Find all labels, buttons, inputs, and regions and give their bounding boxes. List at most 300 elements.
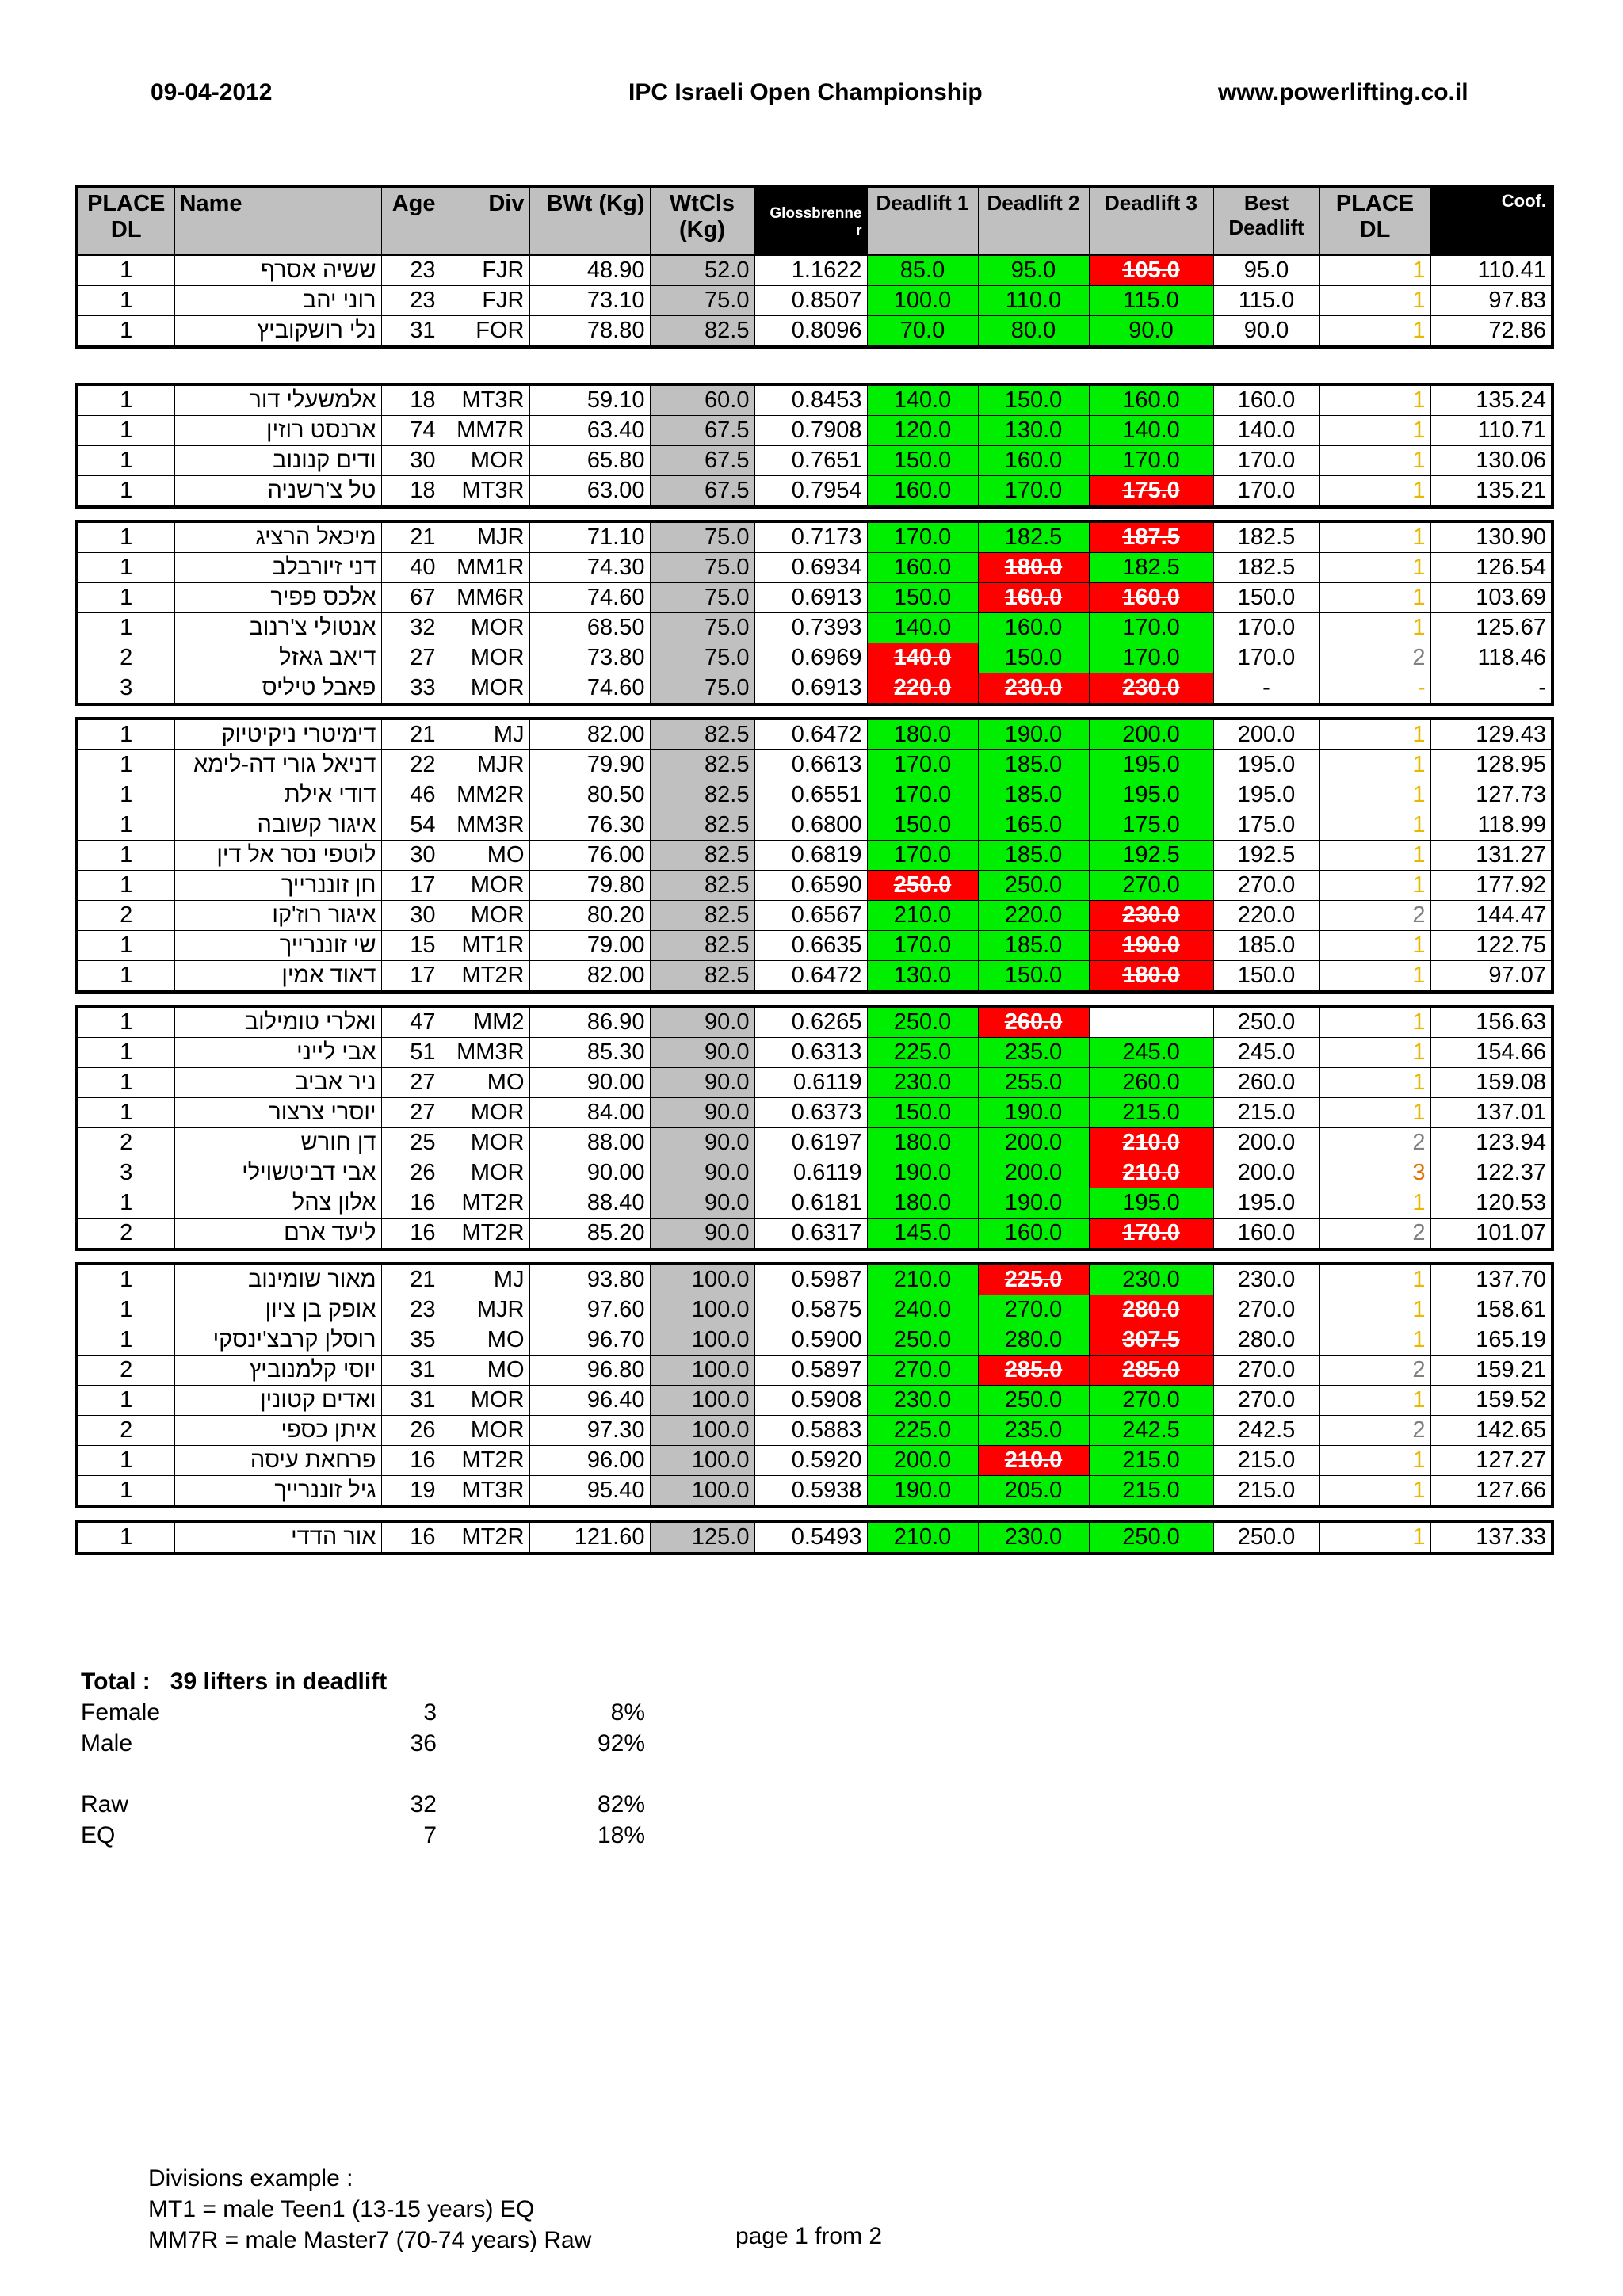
coefficient-cell: 137.01 bbox=[1430, 1098, 1552, 1128]
deadlift-1-cell: 200.0 bbox=[867, 1446, 978, 1476]
best-deadlift-cell: 270.0 bbox=[1213, 871, 1319, 901]
place-cell: 1 bbox=[77, 1295, 174, 1325]
name-cell: פרחאת עיסה bbox=[174, 1446, 381, 1476]
weight-class-cell: 100.0 bbox=[650, 1356, 754, 1386]
weight-class-cell: 90.0 bbox=[650, 1188, 754, 1219]
deadlift-2-cell: 250.0 bbox=[978, 871, 1089, 901]
glossbrenner-cell: 0.8453 bbox=[754, 384, 867, 416]
age-cell: 17 bbox=[381, 871, 441, 901]
deadlift-1-cell: 180.0 bbox=[867, 1128, 978, 1158]
weight-class-cell: 67.5 bbox=[650, 446, 754, 476]
deadlift-2-cell: 190.0 bbox=[978, 1098, 1089, 1128]
deadlift-2-cell: 230.0 bbox=[978, 1521, 1089, 1554]
deadlift-2-cell: 260.0 bbox=[978, 1006, 1089, 1038]
deadlift-1-cell: 140.0 bbox=[867, 613, 978, 643]
best-deadlift-cell: 170.0 bbox=[1213, 446, 1319, 476]
coefficient-cell: 127.27 bbox=[1430, 1446, 1552, 1476]
place-dl-cell: 2 bbox=[1319, 901, 1430, 931]
deadlift-1-cell: 250.0 bbox=[867, 871, 978, 901]
page-number: page 1 from 2 bbox=[735, 2223, 883, 2249]
age-cell: 27 bbox=[381, 1098, 441, 1128]
lifter-row bbox=[77, 1128, 1552, 1158]
place-cell: 1 bbox=[77, 476, 174, 508]
summary-count: 3 bbox=[423, 1699, 437, 1726]
div-cell: MT2R bbox=[441, 1188, 529, 1219]
lifter-row bbox=[77, 476, 1552, 508]
div-cell: MT3R bbox=[441, 476, 529, 508]
summary-count: 32 bbox=[410, 1791, 437, 1817]
best-deadlift-cell: 185.0 bbox=[1213, 931, 1319, 961]
best-deadlift-cell: 170.0 bbox=[1213, 643, 1319, 673]
age-cell: 18 bbox=[381, 476, 441, 508]
place-dl-cell: 1 bbox=[1319, 613, 1430, 643]
deadlift-3-cell: 90.0 bbox=[1089, 316, 1213, 348]
name-cell: ודים קנונוב bbox=[174, 446, 381, 476]
divisions-example-1: MT1 = male Teen1 (13-15 years) EQ bbox=[148, 2196, 535, 2222]
weight-class-cell: 90.0 bbox=[650, 1158, 754, 1188]
place-cell: 2 bbox=[77, 1416, 174, 1446]
lifter-row bbox=[77, 643, 1552, 673]
age-cell: 31 bbox=[381, 1356, 441, 1386]
deadlift-2-cell: 160.0 bbox=[978, 613, 1089, 643]
place-dl-cell: 1 bbox=[1319, 1295, 1430, 1325]
lifter-row bbox=[77, 780, 1552, 810]
name-cell: לוטפי נסר אל דין bbox=[174, 841, 381, 871]
weight-class-cell: 90.0 bbox=[650, 1219, 754, 1250]
lifter-row bbox=[77, 719, 1552, 750]
div-cell: FOR bbox=[441, 316, 529, 348]
deadlift-3-cell: 215.0 bbox=[1089, 1446, 1213, 1476]
place-cell: 1 bbox=[77, 1446, 174, 1476]
age-cell: 23 bbox=[381, 286, 441, 316]
age-cell: 23 bbox=[381, 255, 441, 286]
deadlift-1-cell: 150.0 bbox=[867, 446, 978, 476]
summary-label: Female bbox=[81, 1699, 161, 1726]
deadlift-1-cell: 100.0 bbox=[867, 286, 978, 316]
deadlift-1-cell: 230.0 bbox=[867, 1068, 978, 1098]
summary-count: 36 bbox=[410, 1730, 437, 1756]
place-dl-cell: 1 bbox=[1319, 931, 1430, 961]
name-cell: ניר אביב bbox=[174, 1068, 381, 1098]
div-cell: MJ bbox=[441, 719, 529, 750]
name-cell: ארנסט רוזין bbox=[174, 416, 381, 446]
glossbrenner-cell: 0.6934 bbox=[754, 553, 867, 583]
col-best: Best Deadlift bbox=[1213, 186, 1319, 255]
lifter-row bbox=[77, 961, 1552, 993]
place-dl-cell: - bbox=[1319, 673, 1430, 705]
bodyweight-cell: 86.90 bbox=[529, 1006, 650, 1038]
deadlift-2-cell: 170.0 bbox=[978, 476, 1089, 508]
deadlift-3-cell: 270.0 bbox=[1089, 1386, 1213, 1416]
deadlift-2-cell: 110.0 bbox=[978, 286, 1089, 316]
bodyweight-cell: 85.30 bbox=[529, 1038, 650, 1068]
glossbrenner-cell: 1.1622 bbox=[754, 255, 867, 286]
best-deadlift-cell: 195.0 bbox=[1213, 750, 1319, 780]
div-cell: MOR bbox=[441, 643, 529, 673]
deadlift-2-cell: 235.0 bbox=[978, 1038, 1089, 1068]
weight-class-cell: 75.0 bbox=[650, 583, 754, 613]
deadlift-2-cell: 235.0 bbox=[978, 1416, 1089, 1446]
weight-class-cell: 100.0 bbox=[650, 1416, 754, 1446]
group-spacer bbox=[77, 992, 1552, 1006]
glossbrenner-cell: 0.7393 bbox=[754, 613, 867, 643]
lifter-row bbox=[77, 384, 1552, 416]
glossbrenner-cell: 0.6313 bbox=[754, 1038, 867, 1068]
bodyweight-cell: 85.20 bbox=[529, 1219, 650, 1250]
lifter-row bbox=[77, 416, 1552, 446]
glossbrenner-cell: 0.6635 bbox=[754, 931, 867, 961]
name-cell: דניאל גורי דה-לימא bbox=[174, 750, 381, 780]
deadlift-1-cell: 150.0 bbox=[867, 810, 978, 841]
coefficient-cell: 118.46 bbox=[1430, 643, 1552, 673]
deadlift-3-cell: 215.0 bbox=[1089, 1476, 1213, 1508]
div-cell: MO bbox=[441, 1356, 529, 1386]
age-cell: 16 bbox=[381, 1219, 441, 1250]
col-div: Div bbox=[441, 186, 529, 255]
place-dl-cell: 2 bbox=[1319, 1416, 1430, 1446]
deadlift-3-cell: 195.0 bbox=[1089, 750, 1213, 780]
best-deadlift-cell: 160.0 bbox=[1213, 384, 1319, 416]
name-cell: איתן כספי bbox=[174, 1416, 381, 1446]
weight-class-cell: 100.0 bbox=[650, 1446, 754, 1476]
coefficient-cell: 142.65 bbox=[1430, 1416, 1552, 1446]
deadlift-3-cell: 180.0 bbox=[1089, 961, 1213, 993]
age-cell: 18 bbox=[381, 384, 441, 416]
summary-label: Raw bbox=[81, 1791, 129, 1817]
age-cell: 74 bbox=[381, 416, 441, 446]
best-deadlift-cell: 260.0 bbox=[1213, 1068, 1319, 1098]
deadlift-2-cell: 182.5 bbox=[978, 521, 1089, 553]
bodyweight-cell: 96.00 bbox=[529, 1446, 650, 1476]
best-deadlift-cell: 195.0 bbox=[1213, 780, 1319, 810]
best-deadlift-cell: 270.0 bbox=[1213, 1386, 1319, 1416]
bodyweight-cell: 79.80 bbox=[529, 871, 650, 901]
deadlift-3-cell: 307.5 bbox=[1089, 1325, 1213, 1356]
deadlift-3-cell: 270.0 bbox=[1089, 871, 1213, 901]
deadlift-2-cell: 150.0 bbox=[978, 643, 1089, 673]
deadlift-3-cell: 192.5 bbox=[1089, 841, 1213, 871]
deadlift-3-cell: 200.0 bbox=[1089, 719, 1213, 750]
col-place-dl: PLACE DL bbox=[1319, 186, 1430, 255]
name-cell: רוני יהב bbox=[174, 286, 381, 316]
deadlift-1-cell: 190.0 bbox=[867, 1158, 978, 1188]
col-place: PLACE DL bbox=[77, 186, 174, 255]
coefficient-cell: 130.06 bbox=[1430, 446, 1552, 476]
best-deadlift-cell: 200.0 bbox=[1213, 719, 1319, 750]
col-dl2: Deadlift 2 bbox=[978, 186, 1089, 255]
deadlift-3-cell: 190.0 bbox=[1089, 931, 1213, 961]
place-cell: 2 bbox=[77, 901, 174, 931]
deadlift-2-cell: 130.0 bbox=[978, 416, 1089, 446]
best-deadlift-cell: 280.0 bbox=[1213, 1325, 1319, 1356]
summary-label: EQ bbox=[81, 1822, 116, 1848]
col-gloss: Glossbrenne r bbox=[754, 186, 867, 255]
age-cell: 32 bbox=[381, 613, 441, 643]
deadlift-1-cell: 230.0 bbox=[867, 1386, 978, 1416]
div-cell: MM1R bbox=[441, 553, 529, 583]
div-cell: MJR bbox=[441, 750, 529, 780]
div-cell: MOR bbox=[441, 1416, 529, 1446]
coefficient-cell: 144.47 bbox=[1430, 901, 1552, 931]
deadlift-1-cell: 140.0 bbox=[867, 643, 978, 673]
lifter-row bbox=[77, 1521, 1552, 1554]
best-deadlift-cell: 215.0 bbox=[1213, 1476, 1319, 1508]
deadlift-3-cell: 230.0 bbox=[1089, 901, 1213, 931]
age-cell: 30 bbox=[381, 446, 441, 476]
bodyweight-cell: 80.20 bbox=[529, 901, 650, 931]
age-cell: 31 bbox=[381, 316, 441, 348]
glossbrenner-cell: 0.6472 bbox=[754, 719, 867, 750]
coefficient-cell: 127.66 bbox=[1430, 1476, 1552, 1508]
best-deadlift-cell: 200.0 bbox=[1213, 1128, 1319, 1158]
lifter-row bbox=[77, 750, 1552, 780]
coefficient-cell: 130.90 bbox=[1430, 521, 1552, 553]
best-deadlift-cell: 250.0 bbox=[1213, 1006, 1319, 1038]
glossbrenner-cell: 0.5920 bbox=[754, 1446, 867, 1476]
place-dl-cell: 1 bbox=[1319, 1038, 1430, 1068]
weight-class-cell: 75.0 bbox=[650, 673, 754, 705]
place-dl-cell: 1 bbox=[1319, 1098, 1430, 1128]
name-cell: יוסרי צרצור bbox=[174, 1098, 381, 1128]
coefficient-cell: 125.67 bbox=[1430, 613, 1552, 643]
deadlift-2-cell: 205.0 bbox=[978, 1476, 1089, 1508]
best-deadlift-cell: - bbox=[1213, 673, 1319, 705]
deadlift-1-cell: 270.0 bbox=[867, 1356, 978, 1386]
place-cell: 1 bbox=[77, 750, 174, 780]
deadlift-3-cell: 170.0 bbox=[1089, 1219, 1213, 1250]
group-spacer bbox=[77, 507, 1552, 521]
coefficient-cell: 128.95 bbox=[1430, 750, 1552, 780]
weight-class-cell: 82.5 bbox=[650, 316, 754, 348]
place-dl-cell: 2 bbox=[1319, 643, 1430, 673]
deadlift-3-cell: 170.0 bbox=[1089, 446, 1213, 476]
divisions-title: Divisions example : bbox=[148, 2165, 353, 2191]
deadlift-1-cell: 170.0 bbox=[867, 750, 978, 780]
weight-class-cell: 75.0 bbox=[650, 286, 754, 316]
div-cell: MT1R bbox=[441, 931, 529, 961]
glossbrenner-cell: 0.7651 bbox=[754, 446, 867, 476]
glossbrenner-cell: 0.8096 bbox=[754, 316, 867, 348]
place-cell: 2 bbox=[77, 1219, 174, 1250]
deadlift-1-cell: 225.0 bbox=[867, 1416, 978, 1446]
div-cell: MOR bbox=[441, 871, 529, 901]
coefficient-cell: 122.37 bbox=[1430, 1158, 1552, 1188]
glossbrenner-cell: 0.6567 bbox=[754, 901, 867, 931]
name-cell: רוסלן קרבצ'ינסקי bbox=[174, 1325, 381, 1356]
report-date: 09-04-2012 bbox=[151, 79, 273, 105]
name-cell: ואלרי טומילוב bbox=[174, 1006, 381, 1038]
div-cell: MOR bbox=[441, 901, 529, 931]
age-cell: 35 bbox=[381, 1325, 441, 1356]
deadlift-2-cell: 225.0 bbox=[978, 1264, 1089, 1295]
lifter-row bbox=[77, 1386, 1552, 1416]
place-dl-cell: 2 bbox=[1319, 1356, 1430, 1386]
glossbrenner-cell: 0.6913 bbox=[754, 673, 867, 705]
name-cell: דודי אילת bbox=[174, 780, 381, 810]
place-dl-cell: 1 bbox=[1319, 810, 1430, 841]
weight-class-cell: 75.0 bbox=[650, 613, 754, 643]
glossbrenner-cell: 0.6181 bbox=[754, 1188, 867, 1219]
div-cell: MOR bbox=[441, 1386, 529, 1416]
place-dl-cell: 1 bbox=[1319, 1476, 1430, 1508]
deadlift-3-cell: 175.0 bbox=[1089, 810, 1213, 841]
place-dl-cell: 1 bbox=[1319, 476, 1430, 508]
age-cell: 46 bbox=[381, 780, 441, 810]
deadlift-2-cell: 270.0 bbox=[978, 1295, 1089, 1325]
glossbrenner-cell: 0.6800 bbox=[754, 810, 867, 841]
deadlift-3-cell bbox=[1089, 1006, 1213, 1038]
deadlift-3-cell: 170.0 bbox=[1089, 613, 1213, 643]
deadlift-2-cell: 230.0 bbox=[978, 673, 1089, 705]
lifter-row bbox=[77, 316, 1552, 348]
place-cell: 1 bbox=[77, 521, 174, 553]
deadlift-3-cell: 285.0 bbox=[1089, 1356, 1213, 1386]
deadlift-3-cell: 260.0 bbox=[1089, 1068, 1213, 1098]
div-cell: MOR bbox=[441, 613, 529, 643]
deadlift-2-cell: 220.0 bbox=[978, 901, 1089, 931]
lifter-row bbox=[77, 810, 1552, 841]
place-cell: 1 bbox=[77, 871, 174, 901]
div-cell: MJR bbox=[441, 1295, 529, 1325]
bodyweight-cell: 97.60 bbox=[529, 1295, 650, 1325]
coefficient-cell: 156.63 bbox=[1430, 1006, 1552, 1038]
weight-class-cell: 52.0 bbox=[650, 255, 754, 286]
lifter-row bbox=[77, 1219, 1552, 1250]
name-cell: דן חורש bbox=[174, 1128, 381, 1158]
deadlift-2-cell: 185.0 bbox=[978, 780, 1089, 810]
weight-class-cell: 90.0 bbox=[650, 1038, 754, 1068]
glossbrenner-cell: 0.6472 bbox=[754, 961, 867, 993]
deadlift-2-cell: 190.0 bbox=[978, 719, 1089, 750]
best-deadlift-cell: 230.0 bbox=[1213, 1264, 1319, 1295]
place-cell: 1 bbox=[77, 613, 174, 643]
name-cell: אופק בן ציון bbox=[174, 1295, 381, 1325]
deadlift-1-cell: 225.0 bbox=[867, 1038, 978, 1068]
place-cell: 1 bbox=[77, 931, 174, 961]
deadlift-2-cell: 200.0 bbox=[978, 1128, 1089, 1158]
name-cell: גיל זוננרייך bbox=[174, 1476, 381, 1508]
weight-class-cell: 90.0 bbox=[650, 1128, 754, 1158]
weight-class-cell: 82.5 bbox=[650, 901, 754, 931]
best-deadlift-cell: 270.0 bbox=[1213, 1356, 1319, 1386]
place-cell: 1 bbox=[77, 810, 174, 841]
col-dl1: Deadlift 1 bbox=[867, 186, 978, 255]
col-bwt: BWt (Kg) bbox=[529, 186, 650, 255]
coefficient-cell: 137.70 bbox=[1430, 1264, 1552, 1295]
age-cell: 23 bbox=[381, 1295, 441, 1325]
deadlift-3-cell: 280.0 bbox=[1089, 1295, 1213, 1325]
deadlift-3-cell: 245.0 bbox=[1089, 1038, 1213, 1068]
deadlift-1-cell: 130.0 bbox=[867, 961, 978, 993]
deadlift-2-cell: 210.0 bbox=[978, 1446, 1089, 1476]
name-cell: טל צ'רשניה bbox=[174, 476, 381, 508]
place-cell: 2 bbox=[77, 1128, 174, 1158]
deadlift-3-cell: 210.0 bbox=[1089, 1128, 1213, 1158]
lifter-row bbox=[77, 871, 1552, 901]
col-coof: Coof. bbox=[1430, 186, 1552, 255]
lifter-row bbox=[77, 521, 1552, 553]
deadlift-2-cell: 165.0 bbox=[978, 810, 1089, 841]
glossbrenner-cell: 0.8507 bbox=[754, 286, 867, 316]
coefficient-cell: 72.86 bbox=[1430, 316, 1552, 348]
deadlift-1-cell: 180.0 bbox=[867, 1188, 978, 1219]
name-cell: דיאב גאזל bbox=[174, 643, 381, 673]
deadlift-1-cell: 150.0 bbox=[867, 1098, 978, 1128]
bodyweight-cell: 82.00 bbox=[529, 719, 650, 750]
place-dl-cell: 1 bbox=[1319, 553, 1430, 583]
lifter-row bbox=[77, 286, 1552, 316]
name-cell: איגור קשובה bbox=[174, 810, 381, 841]
glossbrenner-cell: 0.7908 bbox=[754, 416, 867, 446]
bodyweight-cell: 73.10 bbox=[529, 286, 650, 316]
div-cell: MT2R bbox=[441, 1521, 529, 1554]
deadlift-1-cell: 210.0 bbox=[867, 1521, 978, 1554]
weight-class-cell: 82.5 bbox=[650, 871, 754, 901]
deadlift-3-cell: 140.0 bbox=[1089, 416, 1213, 446]
lifter-row bbox=[77, 1038, 1552, 1068]
coefficient-cell: 135.21 bbox=[1430, 476, 1552, 508]
glossbrenner-cell: 0.7173 bbox=[754, 521, 867, 553]
bodyweight-cell: 93.80 bbox=[529, 1264, 650, 1295]
place-cell: 1 bbox=[77, 961, 174, 993]
lifter-row bbox=[77, 1476, 1552, 1508]
div-cell: MM2R bbox=[441, 780, 529, 810]
deadlift-1-cell: 180.0 bbox=[867, 719, 978, 750]
lifter-row bbox=[77, 1446, 1552, 1476]
deadlift-3-cell: 105.0 bbox=[1089, 255, 1213, 286]
bodyweight-cell: 63.40 bbox=[529, 416, 650, 446]
div-cell: MOR bbox=[441, 446, 529, 476]
name-cell: נלי רושקוביץ bbox=[174, 316, 381, 348]
name-cell: דני זיורבלב bbox=[174, 553, 381, 583]
div-cell: MOR bbox=[441, 673, 529, 705]
best-deadlift-cell: 270.0 bbox=[1213, 1295, 1319, 1325]
deadlift-1-cell: 170.0 bbox=[867, 521, 978, 553]
deadlift-1-cell: 160.0 bbox=[867, 553, 978, 583]
place-cell: 1 bbox=[77, 446, 174, 476]
place-dl-cell: 1 bbox=[1319, 583, 1430, 613]
bodyweight-cell: 76.30 bbox=[529, 810, 650, 841]
place-dl-cell: 1 bbox=[1319, 1264, 1430, 1295]
place-cell: 2 bbox=[77, 1356, 174, 1386]
deadlift-2-cell: 185.0 bbox=[978, 750, 1089, 780]
header-row bbox=[77, 186, 1552, 255]
name-cell: ואדים קטונין bbox=[174, 1386, 381, 1416]
glossbrenner-cell: 0.5875 bbox=[754, 1295, 867, 1325]
lifter-row bbox=[77, 673, 1552, 705]
deadlift-1-cell: 160.0 bbox=[867, 476, 978, 508]
place-cell: 1 bbox=[77, 1264, 174, 1295]
deadlift-1-cell: 170.0 bbox=[867, 841, 978, 871]
weight-class-cell: 100.0 bbox=[650, 1264, 754, 1295]
weight-class-cell: 75.0 bbox=[650, 643, 754, 673]
col-dl3: Deadlift 3 bbox=[1089, 186, 1213, 255]
deadlift-2-cell: 190.0 bbox=[978, 1188, 1089, 1219]
place-dl-cell: 1 bbox=[1319, 961, 1430, 993]
place-dl-cell: 1 bbox=[1319, 1446, 1430, 1476]
website-link[interactable]: www.powerlifting.co.il bbox=[1218, 79, 1468, 105]
deadlift-2-cell: 255.0 bbox=[978, 1068, 1089, 1098]
weight-class-cell: 82.5 bbox=[650, 780, 754, 810]
age-cell: 40 bbox=[381, 553, 441, 583]
best-deadlift-cell: 242.5 bbox=[1213, 1416, 1319, 1446]
coefficient-cell: 110.41 bbox=[1430, 255, 1552, 286]
coefficient-cell: 120.53 bbox=[1430, 1188, 1552, 1219]
coefficient-cell: 135.24 bbox=[1430, 384, 1552, 416]
place-cell: 1 bbox=[77, 1386, 174, 1416]
group-spacer bbox=[77, 704, 1552, 719]
age-cell: 54 bbox=[381, 810, 441, 841]
